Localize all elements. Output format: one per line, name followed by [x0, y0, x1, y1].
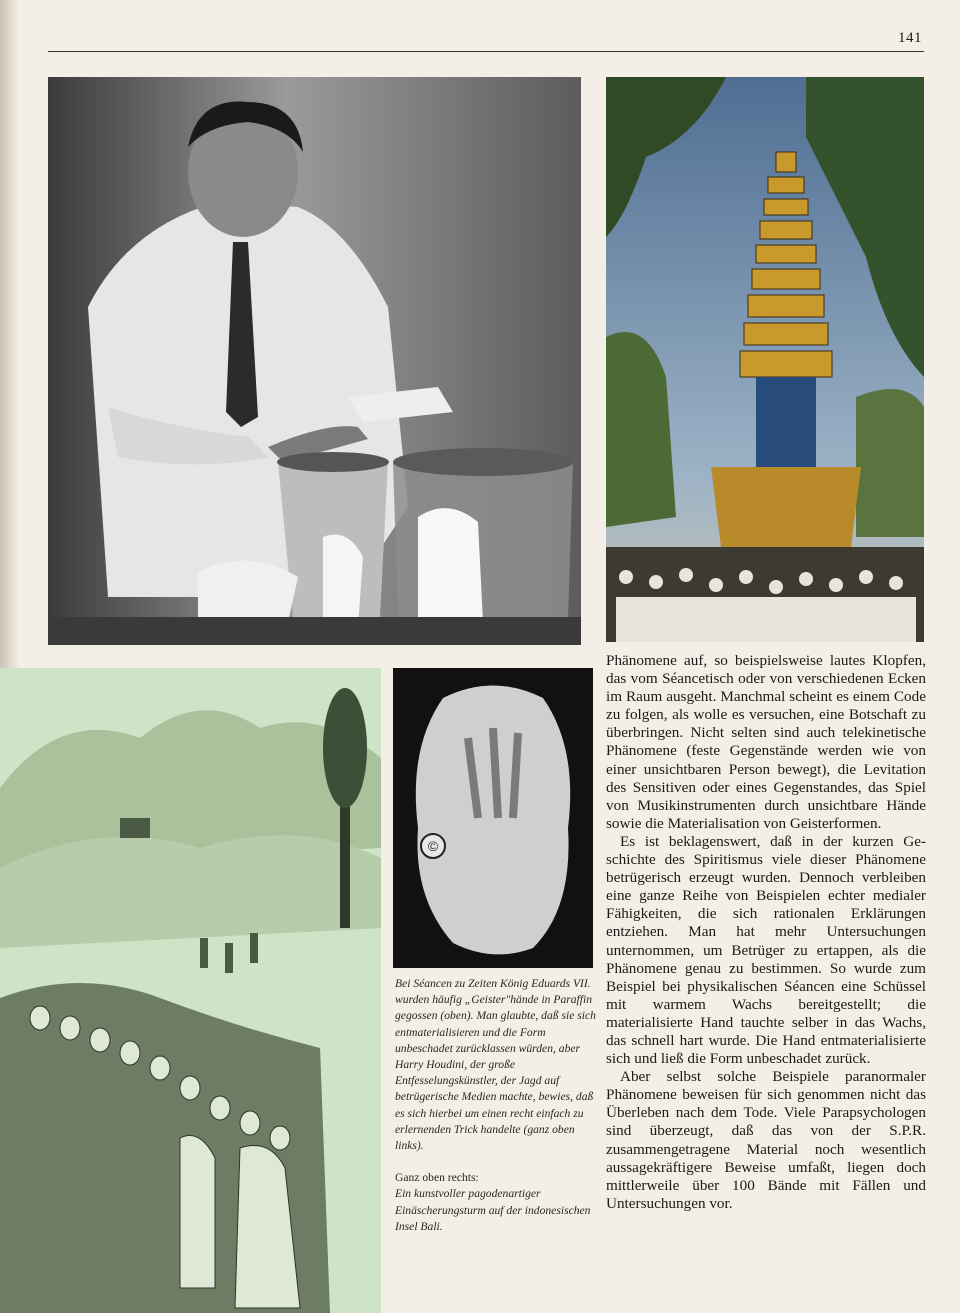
caption-bali: Ein kunstvoller pagodenartiger Einäscherungsturm auf der indonesischen Insel Bali.: [395, 1187, 591, 1233]
svg-text:©: ©: [427, 838, 439, 854]
bali-tower-photo: [606, 77, 924, 642]
figure-caption: [395, 976, 600, 1235]
body-text-column: [606, 652, 926, 1213]
page-number: 141: [898, 30, 922, 46]
procession-engraving: [0, 668, 381, 1313]
header-rule: [48, 51, 924, 52]
caption-lead-in: Ganz oben rechts:: [395, 1171, 479, 1185]
paragraph: Aber selbst solche Beispiele paranormaler Phänomene beweisen für sich genommen nicht das Überleben nach dem Tode. Viele Parapsychologen sind überzeugt, daß das von der S.P.R. zusammengetragene Material noch wesentlich aussagekräftigere Beweise umfaßt, liegen doch mittlerweile über 100 Bände mit Fällen und Untersuchungen vor.: [606, 1068, 926, 1212]
paragraph: Phänomene auf, so beispielsweise lautes Klopfen, das vom Séancetisch oder von verschiedenen Ecken im Raum ausgeht. Manchmal scheint es einem Code zu folgen, als wolle es versuchen, eine Botschaft zu überbringen. Nicht selten sind auch telekinetische Phänomene (feste Gegenstände werden wie von einer unsichtbaren Person bewegt), die Levitation des Sensitiven oder eines Gegenstandes, das Spiel von Musikinstrumenten durch unsichtbare Hände sowie die Materialisation von Geisterformen.: [606, 652, 926, 832]
paragraph: Es ist beklagenswert, daß in der kurzen Geschichte des Spiritismus viele dieser Phänomene betrügerisch erzeugt wurden. Dennoch verbleiben eine ganze Reihe von Beispielen echter medialer Fähigkeiten, die sich rationalen Erklärungen entziehen. Man hat mehr Untersuchungen unternommen, um Betrüger zu ertappen, als die Phänomene genau zu bestimmen. So wurde zum Beispiel bei physikalischen Séancen eine Schüssel mit warmem Wachs bereitgestellt; die materialisierte Hand tauchte selber in das Wachs, das schnell hart wurde. Die Hand entmaterialisierte sich und ließ die Form unbeschadet zurück.: [606, 832, 926, 1068]
caption-main: Bei Séancen zu Zeiten König Eduards VII. wurden häufig „Geister"hände in Paraffin gegossen (oben). Man glaubte, daß sie sich entmaterialisieren und die Form unbeschadet zurücklassen würden, aber Harry Houdini, der große Entfesselungskünstler, der Jagd auf betrügerische Medien machte, bewies, daß es sich hierbei um einen recht einfach zu erlernenden Trick handelte (ganz oben links).: [395, 977, 596, 1153]
houdini-photo: [48, 77, 581, 645]
paraffin-hand-photo: [393, 668, 593, 968]
